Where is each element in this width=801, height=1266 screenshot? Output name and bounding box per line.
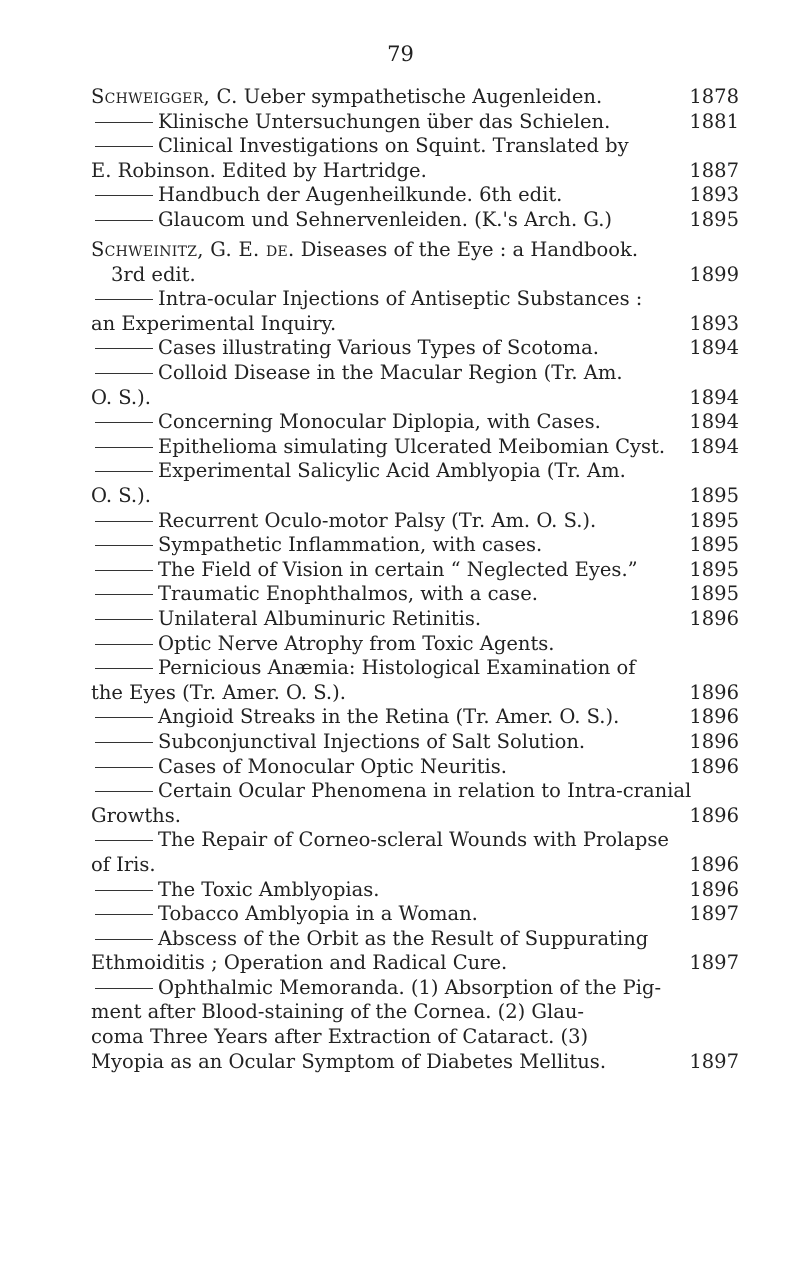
entry-year: 1897 (689, 902, 739, 926)
bib-entry (91, 656, 739, 705)
entry-year: 1897 (689, 1049, 739, 1073)
entry-year: 1895 (689, 508, 739, 532)
bib-entry (91, 134, 739, 183)
entry-title-cont: the Eyes (Tr. Amer. O. S.). (91, 680, 346, 704)
entry-title: Abscess of the Orbit as the Result of Suppurating (158, 926, 649, 950)
entry-title: Pernicious Anæmia: Histological Examination of (158, 656, 636, 680)
bib-entry (91, 976, 739, 1074)
entry-title: Ophthalmic Memoranda. (1) Absorption of the Pig- (158, 975, 662, 999)
author-name: Schweigger, C. (91, 85, 238, 108)
entry-year: 1896 (689, 877, 739, 901)
entry-title-cont: an Experimental Inquiry. (91, 311, 337, 335)
bib-entry (91, 238, 739, 287)
bib-entry (91, 336, 739, 361)
entry-title: Recurrent Oculo-motor Palsy (Tr. Am. O. S.). (158, 508, 597, 532)
entry-year: 1887 (689, 158, 739, 182)
bib-entry (91, 435, 739, 460)
entry-title-cont: O. S.). (91, 385, 151, 409)
bib-entry (91, 705, 739, 730)
page-number: 79 (387, 42, 414, 66)
entry-title: The Field of Vision in certain “ Neglected Eyes.” (158, 557, 638, 581)
entry-title: Diseases of the Eye : a Handbook. (300, 238, 639, 262)
bib-entry (91, 361, 739, 410)
entry-title: Cases of Monocular Optic Neuritis. (158, 754, 507, 778)
entry-year: 1896 (689, 852, 739, 876)
bib-entry (91, 582, 739, 607)
entry-title: Tobacco Amblyopia in a Woman. (158, 902, 478, 926)
entry-title: Unilateral Albuminuric Retinitis. (158, 606, 482, 630)
entry-title-cont: ment after Blood-staining of the Cornea. (2) Glau- (91, 1000, 585, 1024)
entry-title: Experimental Salicylic Acid Amblyopia (Tr. Am. (158, 459, 626, 483)
bib-entry (91, 183, 739, 208)
author-name: Schweinitz, G. E. de. (91, 238, 295, 262)
bib-entry (91, 779, 739, 828)
entry-title-cont: of Iris. (91, 852, 156, 876)
bib-entry (91, 755, 739, 780)
entry-title: Certain Ocular Phenomena in relation to Intra-cranial (158, 779, 692, 803)
bibliography-list (91, 85, 739, 1074)
entry-year: 1895 (689, 207, 739, 231)
entry-year: 1894 (689, 385, 739, 409)
entry-title-cont: coma Three Years after Extraction of Cataract. (3) (91, 1025, 589, 1049)
bib-entry (91, 287, 739, 336)
entry-year: 1895 (689, 582, 739, 606)
entry-year: 1895 (689, 533, 739, 557)
bib-entry (91, 730, 739, 755)
entry-year: 1897 (689, 951, 739, 975)
entry-title: Klinische Untersuchungen über das Schielen. (158, 109, 611, 133)
entry-year: 1896 (689, 705, 739, 729)
entry-title-cont: 3rd edit. (111, 262, 196, 286)
entry-title-cont: E. Robinson. Edited by Hartridge. (91, 158, 427, 182)
bib-entry (91, 878, 739, 903)
entry-year: 1881 (689, 109, 739, 133)
entry-year: 1895 (689, 557, 739, 581)
entry-year: 1895 (689, 484, 739, 507)
entry-title: Clinical Investigations on Squint. Translated by (158, 134, 629, 158)
entry-year: 1878 (689, 85, 739, 108)
entry-title: Optic Nerve Atrophy from Toxic Agents. (158, 631, 555, 655)
entry-title: Epithelioma simulating Ulcerated Meibomian Cyst. (158, 434, 666, 458)
entry-title: The Repair of Corneo-scleral Wounds with Prolapse (158, 828, 669, 852)
entry-year: 1894 (689, 410, 739, 434)
entry-title: Ueber sympathetische Augenleiden. (243, 85, 603, 108)
entry-title: Sympathetic Inflammation, with cases. (158, 533, 543, 557)
bib-entry (91, 632, 739, 657)
entry-year: 1899 (689, 262, 739, 286)
entry-title-cont: O. S.). (91, 484, 151, 507)
bib-entry (91, 410, 739, 435)
bib-entry (91, 208, 739, 233)
bib-entry (91, 533, 739, 558)
entry-year: 1894 (689, 434, 739, 458)
entry-year: 1893 (689, 183, 739, 207)
entry-year: 1896 (689, 754, 739, 778)
bib-entry (91, 902, 739, 927)
bib-entry (91, 607, 739, 632)
bib-entry (91, 459, 739, 508)
entry-title: The Toxic Amblyopias. (158, 877, 380, 901)
bib-entry (91, 509, 739, 534)
entry-title: Glaucom und Sehnervenleiden. (K.'s Arch. G.) (158, 207, 613, 231)
entry-title: Subconjunctival Injections of Salt Solution. (158, 729, 586, 753)
bib-entry (91, 927, 739, 976)
entry-year: 1896 (689, 606, 739, 630)
bib-entry (91, 558, 739, 583)
entry-title: Intra-ocular Injections of Antiseptic Substances : (158, 287, 643, 311)
entry-title-cont: Growths. (91, 803, 181, 827)
entry-year: 1896 (689, 729, 739, 753)
entry-title-cont: Myopia as an Ocular Symptom of Diabetes Mellitus. (91, 1049, 607, 1073)
entry-title: Colloid Disease in the Macular Region (Tr. Am. (158, 361, 623, 385)
entry-year: 1893 (689, 311, 739, 335)
entry-title: Handbuch der Augenheilkunde. 6th edit. (158, 183, 563, 207)
bib-entry (91, 110, 739, 135)
entry-year: 1896 (689, 680, 739, 704)
entry-year: 1894 (689, 336, 739, 360)
bib-entry (91, 828, 739, 877)
entry-title: Cases illustrating Various Types of Scotoma. (158, 336, 599, 360)
entry-year: 1896 (689, 803, 739, 827)
bib-entry (91, 85, 739, 110)
entry-title: Traumatic Enophthalmos, with a case. (158, 582, 538, 606)
entry-title: Angioid Streaks in the Retina (Tr. Amer. O. S.). (158, 705, 620, 729)
entry-title: Concerning Monocular Diplopia, with Cases. (158, 410, 601, 434)
entry-title-cont: Ethmoiditis ; Operation and Radical Cure. (91, 951, 508, 975)
